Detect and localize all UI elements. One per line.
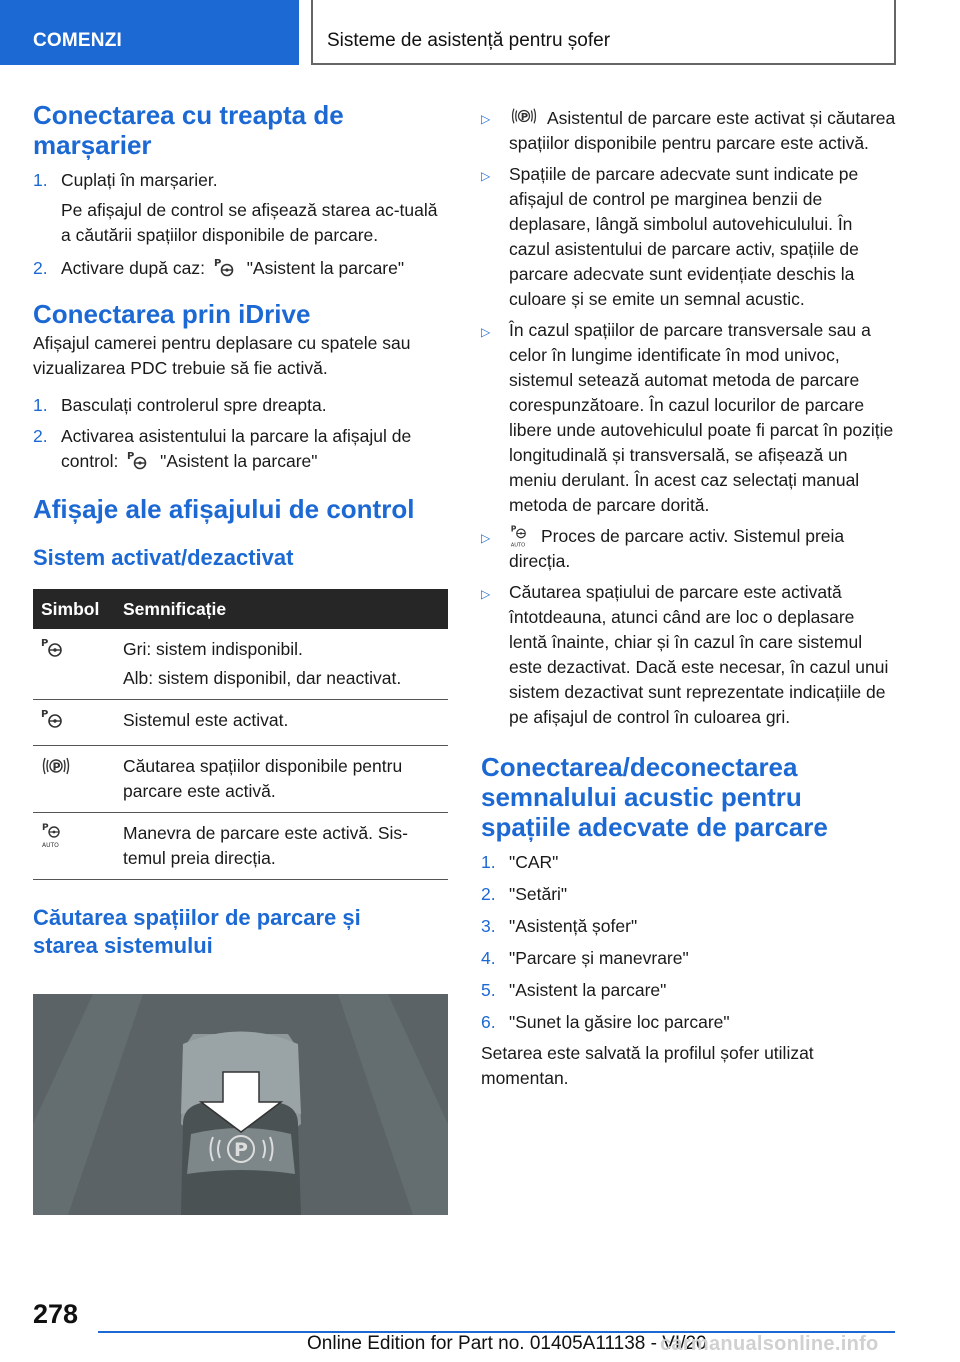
sound-step: [481, 882, 896, 907]
parking-assist-icon: [41, 637, 65, 659]
heading-displays: Afișaje ale afișajului de control: [33, 494, 415, 524]
idrive-step-2: [33, 424, 448, 474]
step-text: "Parcare și manevrare": [509, 948, 689, 968]
step-text: Basculați controlerul spre dreapta.: [61, 395, 327, 415]
svg-text:P: P: [520, 112, 529, 124]
svg-text:AUTO: AUTO: [42, 842, 59, 849]
left-column: [33, 100, 448, 960]
step-text: "Asistent la parcare": [509, 980, 667, 1000]
table-header: [33, 589, 448, 629]
sound-step: [481, 1010, 896, 1035]
display-graphic: [33, 994, 448, 1215]
step-number: 1.: [33, 395, 48, 415]
step-number: 3.: [481, 916, 496, 936]
bullet-triangle-icon: ▷: [481, 531, 491, 545]
chapter-box: [311, 0, 896, 65]
step-number: 4.: [481, 948, 496, 968]
heading-search: Căutarea spațiilor de parcare și starea sistemului: [33, 905, 361, 958]
bullet-triangle-icon: ▷: [481, 112, 491, 126]
row-text: Căutarea spațiilor disponibile pentru parcare este activă.: [123, 756, 403, 801]
heading-idrive: Conectarea prin iDrive: [33, 299, 311, 329]
step-text-after: "Asistent la parcare": [160, 451, 318, 471]
row-text: Gri: sistem indisponibil.: [123, 639, 303, 659]
heading-reverse: Conectarea cu treapta de marșarier: [33, 100, 344, 160]
step-subtext: Pe afișajul de control se afișează starea ac-tuală a căutării spațiilor disponibile de parcare.: [61, 200, 438, 245]
section-title: COMENZI: [33, 30, 123, 51]
col-meaning: Semnificație: [115, 589, 448, 629]
step-number: 1.: [33, 170, 48, 190]
table-row: [33, 629, 448, 700]
step-text: "Setări": [509, 884, 568, 904]
step-number: 6.: [481, 1012, 496, 1032]
svg-text:P: P: [41, 709, 49, 720]
bullet-item: [481, 162, 896, 312]
right-column: [481, 105, 896, 1091]
step-text: "Asistență șofer": [509, 916, 638, 936]
bullet-text: Proces de parcare activ. Sistemul preia direcția.: [509, 526, 845, 571]
bullet-text: Asistentul de parcare este activat și căutarea spațiilor disponibile pentru parcare este activă.: [509, 108, 896, 153]
sound-step: [481, 850, 896, 875]
bullet-triangle-icon: ▷: [481, 169, 491, 183]
reverse-step-2: [33, 256, 448, 281]
parking-display-illustration: [33, 994, 448, 1215]
parking-search-icon: [41, 754, 71, 778]
svg-text:P: P: [52, 760, 61, 774]
bullet-item: [481, 580, 896, 730]
step-number: 2.: [33, 426, 48, 446]
bullet-item: [481, 318, 896, 518]
bullet-text: În cazul spațiilor de parcare transversale sau a celor în lungime identificate în mod univoc, sistemul setează automat metoda de parcare corespunzătoare. În cazul locurilor de parcare libere unde autovehiculul poate fi parcat în poziție longitudinală și transversală, se afișează un meniu derulant. În acest caz selectați manual metoda de parcare dorită.: [509, 320, 894, 515]
bullet-item: [481, 524, 896, 574]
svg-text:P: P: [127, 451, 135, 462]
bullet-triangle-icon: ▷: [481, 587, 491, 601]
step-text: Activare după caz:: [61, 258, 205, 278]
section-tab: [0, 0, 299, 65]
edition-text: Online Edition for Part no. 01405A11138 - VI/20: [307, 1333, 707, 1354]
step-number: 1.: [481, 852, 496, 872]
parking-assist-active-icon: [41, 708, 65, 730]
parking-auto-icon: [509, 524, 533, 548]
parking-assist-icon: [214, 257, 236, 277]
parking-search-icon: [509, 105, 539, 127]
table-row: [33, 700, 448, 746]
svg-text:AUTO: AUTO: [510, 542, 526, 548]
sound-step: [481, 914, 896, 939]
step-text-after: "Asistent la parcare": [246, 258, 405, 278]
symbol-table: [33, 589, 448, 880]
svg-text:P: P: [41, 638, 49, 649]
bullet-text: Căutarea spațiului de parcare este activată întotdeauna, atunci când are loc o deplasare lentă înainte, chiar și în cazul în care sistemul este dezactivat. Dacă este necesar, în cazul unui sistem dezactivat sunt reprezentate indicațiile de pe afișajul de control în culoarea gri.: [509, 582, 889, 727]
page-number: 278: [33, 1299, 79, 1329]
heading-sound: Conectarea/deconectarea semnalului acustic pentru spațiile adecvate de parcare: [481, 752, 828, 842]
heading-system: Sistem activat/dezactivat: [33, 545, 294, 570]
row-text: Sistemul este activat.: [123, 710, 289, 730]
svg-text:P: P: [510, 524, 517, 534]
step-text: "Sunet la găsire loc parcare": [509, 1012, 730, 1032]
step-number: 5.: [481, 980, 496, 1000]
sound-step: [481, 978, 896, 1003]
chapter-title: Sisteme de asistență pentru șofer: [327, 30, 611, 51]
step-text: Cuplați în marșarier.: [61, 170, 218, 190]
bullet-triangle-icon: ▷: [481, 325, 491, 339]
bullet-text: Spațiile de parcare adecvate sunt indicate pe afișajul de control pe marginea benzii de deplasare, lângă simbolul autovehiculului. În cazul asistentului de parcare activ, spațiile de parcare adecvate sunt evidențiate deschis la culoare și se emite un semnal acustic.: [509, 164, 859, 309]
table-row: [33, 746, 448, 813]
row-text: Manevra de parcare este activă. Sis-temul preia direcția.: [123, 823, 408, 868]
parking-assist-icon: [127, 450, 149, 470]
sound-step: [481, 946, 896, 971]
reverse-step-1: [33, 168, 448, 248]
svg-text:P: P: [42, 823, 49, 833]
svg-text:P: P: [213, 258, 222, 269]
step-text: "CAR": [509, 852, 559, 872]
step-text: Activarea asistentului la parcare la afișajul de control:: [61, 426, 412, 471]
idrive-intro: Afișajul camerei pentru deplasare cu spatele sau vizualizarea PDC trebuie să fie activă.: [33, 333, 411, 378]
step-number: 2.: [33, 258, 48, 278]
parking-auto-icon: [41, 821, 67, 849]
step-number: 2.: [481, 884, 496, 904]
row-text-2: Alb: sistem disponibil, dar neactivat.: [123, 668, 402, 688]
bullet-item: [481, 105, 896, 156]
table-row: [33, 813, 448, 880]
idrive-step-1: [33, 393, 448, 418]
col-symbol: Simbol: [33, 589, 115, 629]
watermark: carmanualsonline.info: [660, 1333, 879, 1355]
closing-note: Setarea este salvată la profilul șofer utilizat momentan.: [481, 1043, 814, 1088]
svg-text:P: P: [234, 1139, 248, 1161]
